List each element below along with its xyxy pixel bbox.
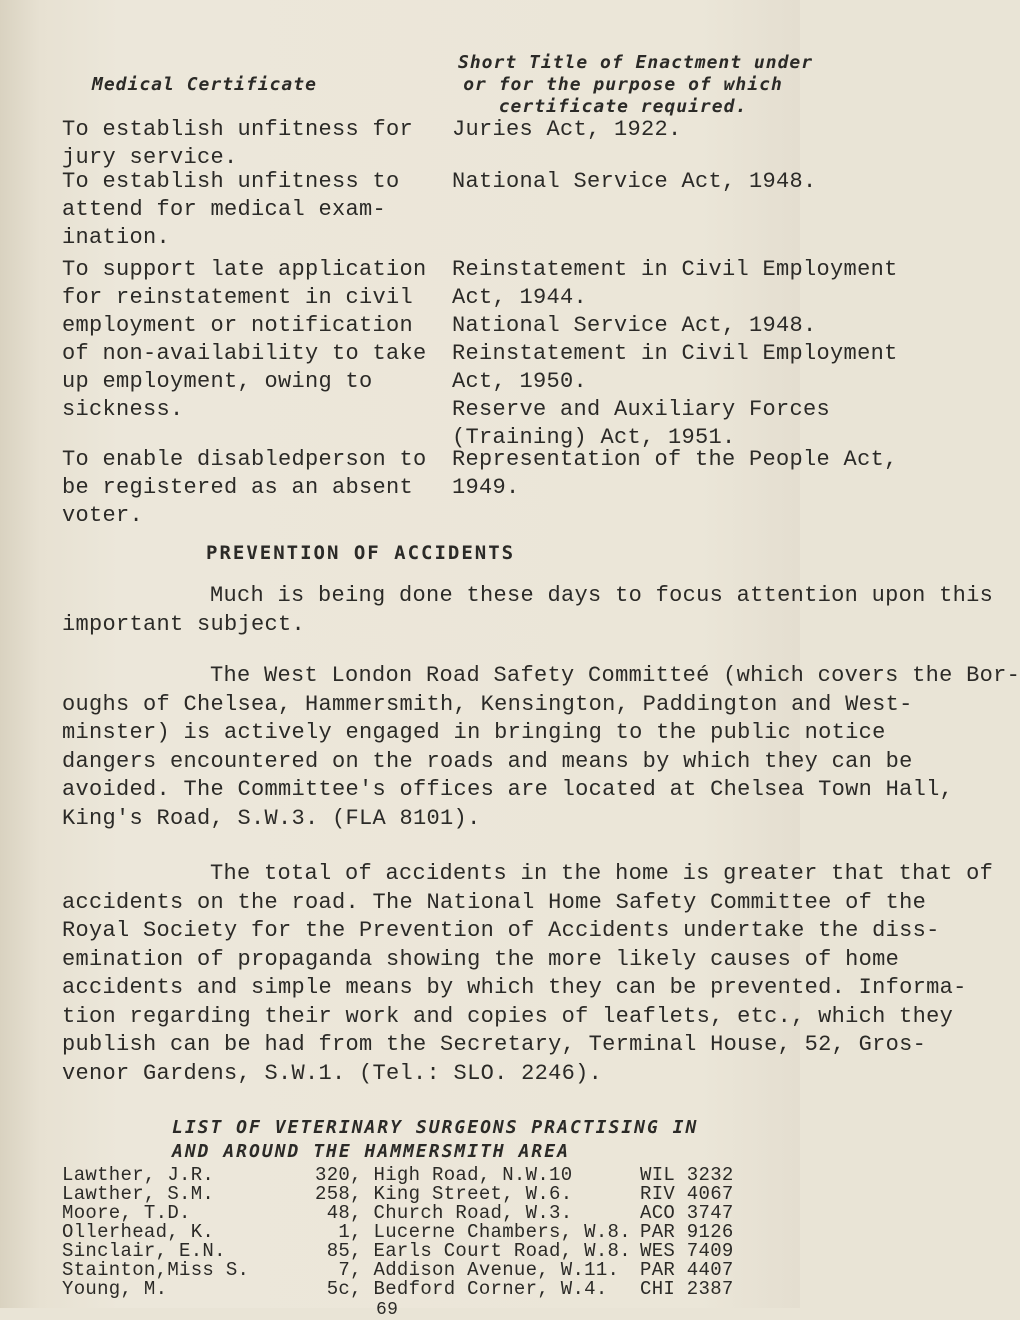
enactment-header-line: Short Title of Enactment under — [458, 52, 814, 73]
certificate-purpose: To establish unfitness to attend for medical exam- ination. — [62, 169, 400, 250]
vets-heading-line: LIST OF VETERINARY SURGEONS PRACTISING IN — [172, 1117, 699, 1138]
certificate-purpose: To establish unfitness for jury service. — [62, 117, 414, 170]
vet-telephone: WIL 3232 — [640, 1164, 734, 1186]
vet-telephone: RIV 4067 — [640, 1183, 734, 1205]
certificate-purpose: To support late application for reinstatement in civil employment or notification of non-availability to take up employment, owing to sickness. — [62, 257, 427, 422]
prevention-paragraph: Much is being done these days to focus attention upon this important subject. — [62, 583, 994, 637]
prevention-paragraph: The West London Road Safety Committeé (which covers the Bor- oughs of Chelsea, Hammersmith, Kensington, Paddington and West- minster) is actively engaged in bringing to the public notice dangers encountered on the roads and means by which they can be avoided. The Committee's offices are located at Chelsea Town Hall, King's Road, S.W.3. (FLA 8101). — [62, 663, 1020, 831]
vet-address: 5c, Bedford Corner, W.4. — [315, 1278, 608, 1300]
vet-name: Young, M. — [62, 1278, 168, 1300]
certificate-enactment: Reinstatement in Civil Employment Act, 1944. National Service Act, 1948. Reinstatement in Civil Employment Act, 1950. Reserve and Auxiliary Forces (Training) Act, 1951. — [452, 257, 898, 450]
vet-name: Sinclair, E.N. — [62, 1240, 226, 1262]
vet-telephone: ACO 3747 — [640, 1202, 734, 1224]
certificate-enactment: National Service Act, 1948. — [452, 169, 817, 194]
vet-telephone: PAR 9126 — [640, 1221, 734, 1243]
vet-name: Moore, T.D. — [62, 1202, 191, 1224]
certificate-purpose: To enable disabledperson to be registered as an absent voter. — [62, 447, 427, 528]
vet-row — [62, 1280, 762, 1299]
medical-certificate-header: Medical Certificate — [92, 74, 317, 95]
vet-telephone: CHI 2387 — [640, 1278, 734, 1300]
enactment-header-line: certificate required. — [498, 96, 748, 117]
vet-telephone: PAR 4407 — [640, 1259, 734, 1281]
vet-address: 320, High Road, N.W.10 — [315, 1164, 573, 1186]
certificate-enactment: Representation of the People Act, 1949. — [452, 447, 898, 500]
prevention-paragraph: The total of accidents in the home is greater that that of accidents on the road. The National Home Safety Committee of the Royal Society for the Prevention of Accidents undertake the diss- emination of propaganda showing the more likely causes of home accidents and simple means by which they can be prevented. Informa- tion regarding their work and copies of leaflets, etc., which they publish can be had from the Secretary, Terminal House, 52, Gros- venor Gardens, S.W.1. (Tel.: SLO. 2246). — [62, 861, 994, 1086]
vet-name: Lawther, S.M. — [62, 1183, 215, 1205]
certificate-enactment: Juries Act, 1922. — [452, 117, 682, 142]
vet-name: Stainton,Miss S. — [62, 1259, 250, 1281]
vets-heading-line: AND AROUND THE HAMMERSMITH AREA — [172, 1141, 570, 1162]
vet-address: 258, King Street, W.6. — [315, 1183, 573, 1205]
vet-telephone: WES 7409 — [640, 1240, 734, 1262]
vet-name: Lawther, J.R. — [62, 1164, 215, 1186]
vet-address: 7, Addison Avenue, W.11. — [315, 1259, 620, 1281]
enactment-header — [458, 52, 814, 118]
prevention-heading: PREVENTION OF ACCIDENTS — [206, 542, 516, 564]
vet-address: 1, Lucerne Chambers, W.8. — [315, 1221, 631, 1243]
vets-heading — [172, 1116, 698, 1164]
vet-address: 85, Earls Court Road, W.8. — [315, 1240, 631, 1262]
enactment-header-line: or for the purpose of which — [463, 74, 783, 95]
page-number: 69 — [376, 1300, 399, 1320]
vet-name: Ollerhead, K. — [62, 1221, 215, 1243]
vet-address: 48, Church Road, W.3. — [315, 1202, 573, 1224]
